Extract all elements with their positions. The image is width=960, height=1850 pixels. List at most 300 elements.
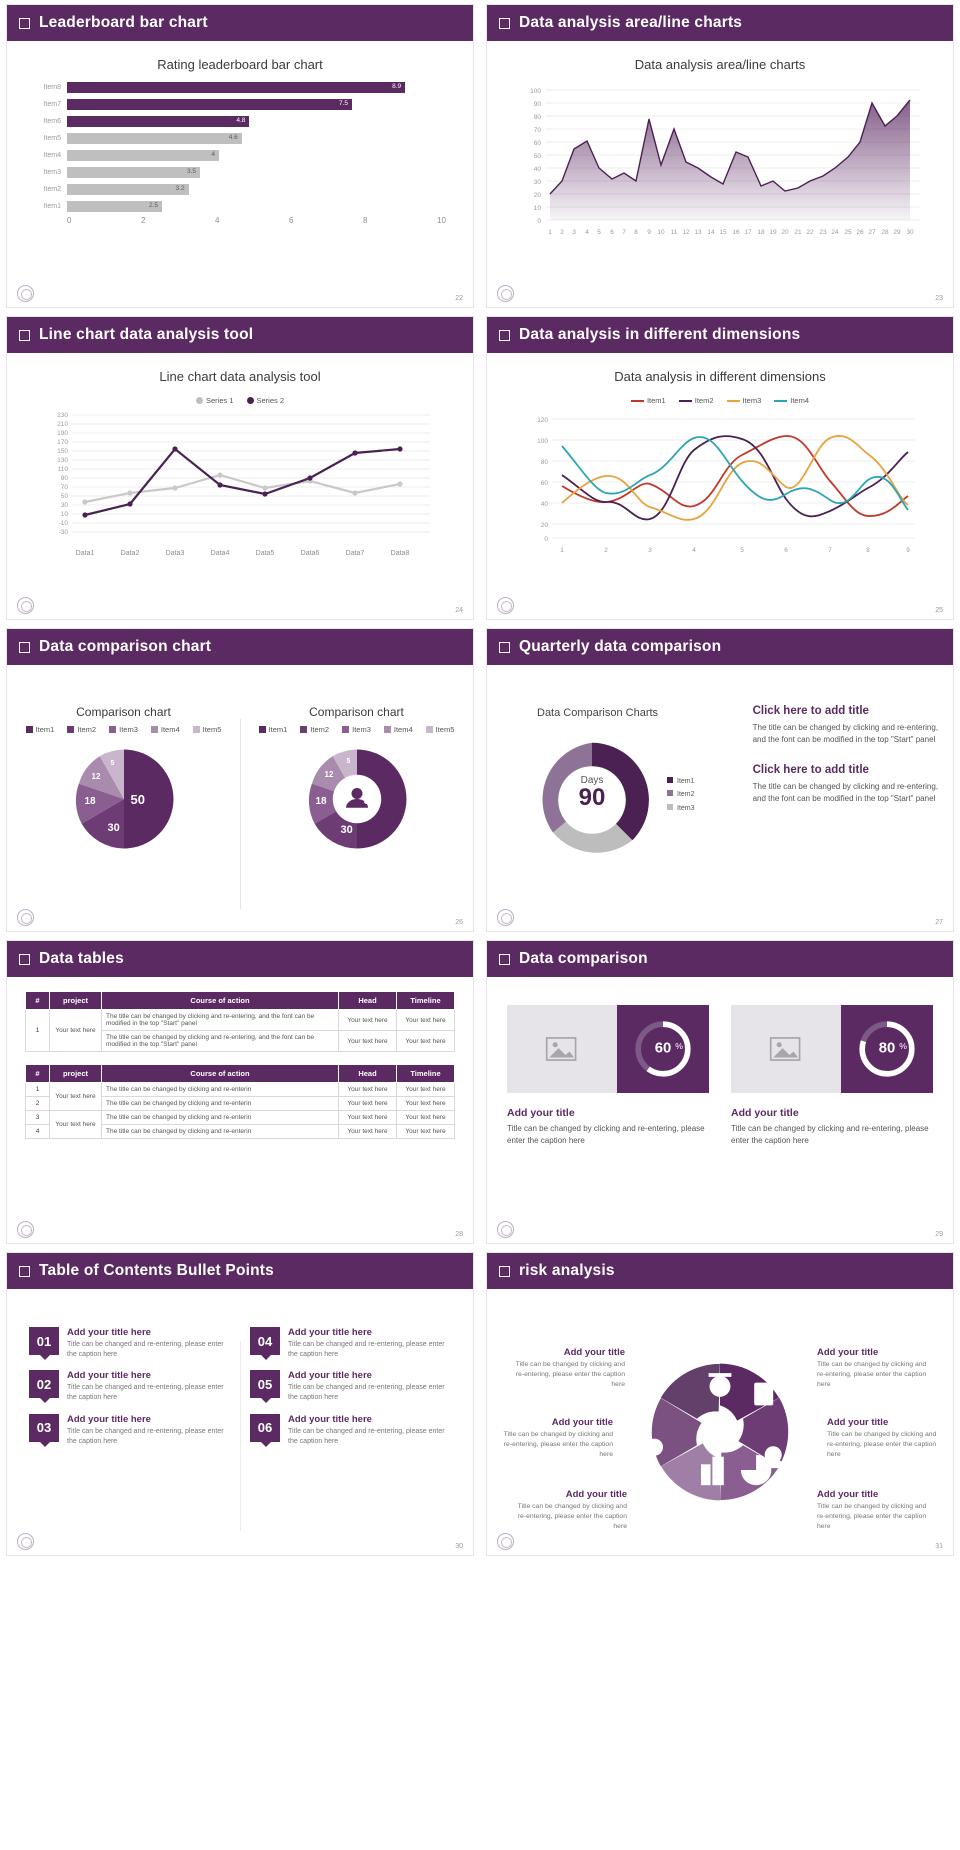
caption-title: Add your title	[507, 1107, 575, 1119]
svg-text:20: 20	[533, 192, 541, 199]
cell-timeline: Your text here	[397, 1125, 455, 1139]
square-bullet-icon	[499, 330, 510, 341]
label-title: Add your title	[551, 1417, 613, 1428]
svg-text:10: 10	[533, 205, 541, 212]
legend-label: Item4	[160, 725, 180, 734]
square-bullet-icon	[499, 18, 510, 29]
col-header: Course of action	[102, 992, 339, 1010]
bar-chart-x-axis	[67, 216, 447, 225]
slide-header	[7, 5, 473, 41]
bar-value-label: 4	[211, 151, 215, 158]
svg-text:14: 14	[707, 229, 715, 236]
svg-text:2: 2	[560, 229, 564, 236]
cell-head: Your text here	[339, 1083, 397, 1097]
svg-text:150: 150	[57, 448, 68, 455]
bar-category-label: Item5	[43, 135, 61, 142]
slide-title: Data analysis area/line charts	[519, 14, 743, 31]
bar-row	[33, 148, 447, 163]
slide-quarterly-data-comparison[interactable]	[486, 628, 954, 932]
bar-category-label: Item1	[43, 203, 61, 210]
footer-logo-icon	[497, 1221, 514, 1238]
slice-value: 18	[84, 796, 96, 807]
svg-text:9: 9	[906, 547, 910, 554]
svg-text:100: 100	[537, 438, 548, 445]
label-text: Title can be changed by clicking and re-entering, please enter the caption here	[817, 1503, 927, 1530]
label-text: Title can be changed by clicking and re-entering, please enter the caption here	[517, 1503, 627, 1530]
bar-value-label: 3.5	[186, 168, 196, 175]
svg-text:80: 80	[533, 114, 541, 121]
svg-text:6: 6	[784, 547, 788, 554]
slice-value: 12	[91, 772, 101, 781]
svg-text:60: 60	[533, 140, 541, 147]
square-bullet-icon	[499, 954, 510, 965]
footer-logo-icon	[497, 597, 514, 614]
chart-title: Rating leaderboard bar chart	[157, 57, 323, 72]
svg-text:11: 11	[670, 229, 678, 236]
image-icon	[545, 1035, 579, 1063]
svg-text:210: 210	[57, 421, 68, 428]
row-index: 1	[26, 1083, 50, 1097]
col-header: Head	[339, 1065, 397, 1083]
chart-legend	[487, 396, 953, 405]
slide-body	[7, 1289, 473, 1556]
caption-text: Title can be changed by clicking and re-entering, please enter the caption here	[507, 1124, 705, 1145]
toc-number: 01	[29, 1327, 59, 1355]
comparison-cards	[487, 977, 953, 1093]
slice-value: 5	[110, 760, 115, 767]
table-1-wrapper	[7, 977, 473, 1052]
bar-row	[33, 199, 447, 214]
image-placeholder	[731, 1005, 841, 1093]
slice-value: 30	[340, 824, 353, 836]
footer-logo-icon	[17, 597, 34, 614]
slice-value: 12	[324, 770, 334, 779]
risk-label	[495, 1417, 613, 1460]
legend-label: Item1	[677, 778, 695, 785]
slide-data-comparison[interactable]	[486, 940, 954, 1244]
chart-title: Comparison chart	[76, 705, 171, 719]
donut-legend	[667, 775, 695, 815]
svg-text:23: 23	[819, 229, 827, 236]
footer-logo-icon	[497, 909, 514, 926]
toc-title: Add your title here	[288, 1327, 372, 1338]
x-tick: 8	[363, 216, 368, 225]
donut-panel	[487, 665, 743, 932]
legend-label: Item5	[202, 725, 222, 734]
svg-text:20: 20	[540, 522, 548, 529]
data-table-2	[25, 1064, 455, 1139]
donut-center-label: Days	[580, 775, 604, 786]
bar-category-label: Item6	[43, 118, 61, 125]
slide-header	[487, 5, 953, 41]
pie-charts	[7, 665, 473, 854]
risk-label	[827, 1417, 945, 1460]
chart-legend	[7, 396, 473, 405]
toc-number: 04	[250, 1327, 280, 1355]
svg-text:21: 21	[794, 229, 802, 236]
page-number: 25	[935, 607, 943, 614]
col-header: project	[50, 992, 102, 1010]
risk-label	[817, 1347, 935, 1390]
toc-item[interactable]	[29, 1327, 230, 1360]
block-title: Click here to add title	[752, 764, 869, 776]
svg-text:6: 6	[610, 229, 614, 236]
slide-body	[487, 1289, 953, 1556]
legend-label: Series 2	[256, 396, 285, 405]
slide-body	[487, 665, 953, 932]
col-header: Timeline	[397, 992, 455, 1010]
area-chart	[487, 72, 953, 252]
svg-text:70: 70	[60, 484, 68, 491]
svg-text:18: 18	[757, 229, 765, 236]
bar-row	[33, 182, 447, 197]
label-title: Add your title	[565, 1489, 627, 1500]
svg-text:Data8: Data8	[390, 550, 410, 557]
legend-label: Item4	[393, 725, 413, 734]
bar-value-label: 7.5	[338, 100, 348, 107]
toc-text: Title can be changed and re-entering, please enter the caption here	[67, 1384, 224, 1402]
toc-number: 02	[29, 1370, 59, 1398]
table-header-row	[26, 992, 455, 1010]
bar-chart	[7, 72, 473, 225]
label-title: Add your title	[817, 1489, 879, 1500]
legend-label: Item1	[35, 725, 55, 734]
slide-title: Quarterly data comparison	[519, 638, 722, 655]
toc-number: 05	[250, 1370, 280, 1398]
slide-data-tables[interactable]	[6, 940, 474, 1244]
svg-text:50: 50	[533, 153, 541, 160]
pie-chart-left	[7, 691, 240, 854]
x-tick: 2	[141, 216, 146, 225]
footer-logo-icon	[17, 1533, 34, 1550]
label-title: Add your title	[563, 1347, 625, 1358]
svg-text:190: 190	[57, 430, 68, 437]
bar-row	[33, 97, 447, 112]
svg-text:90: 90	[533, 101, 541, 108]
svg-text:60: 60	[654, 1040, 672, 1057]
svg-text:Data5: Data5	[255, 550, 275, 557]
svg-text:4: 4	[585, 229, 589, 236]
multi-line-chart	[487, 405, 953, 565]
label-title: Add your title	[827, 1417, 889, 1428]
svg-text:-10: -10	[58, 520, 68, 527]
svg-text:100: 100	[530, 88, 541, 95]
image-placeholder	[507, 1005, 617, 1093]
svg-text:15: 15	[719, 229, 727, 236]
col-header: project	[50, 1065, 102, 1083]
svg-text:170: 170	[57, 439, 68, 446]
svg-text:Data4: Data4	[210, 550, 230, 557]
cell-head: Your text here	[339, 1125, 397, 1139]
svg-text:10: 10	[657, 229, 665, 236]
legend-label: Item2	[677, 791, 695, 799]
legend-item	[774, 396, 809, 405]
svg-text:0: 0	[544, 536, 548, 543]
cell-course: The title can be changed by clicking and re-enterin	[102, 1111, 339, 1125]
legend-item	[727, 396, 762, 405]
chart-title: Comparison chart	[309, 705, 404, 719]
cell-timeline: Your text here	[397, 1111, 455, 1125]
progress-ring-graphic	[856, 1018, 918, 1080]
pie-graphic	[69, 744, 179, 854]
svg-text:%: %	[675, 1041, 683, 1051]
slide-data-analysis-dimensions[interactable]	[486, 316, 954, 620]
toc-number: 03	[29, 1414, 59, 1442]
svg-text:13: 13	[694, 229, 702, 236]
slide-title: Data comparison chart	[39, 638, 212, 655]
table-2-wrapper	[7, 1052, 473, 1139]
svg-text:16: 16	[732, 229, 740, 236]
bar-row	[33, 165, 447, 180]
x-tick: 6	[289, 216, 294, 225]
svg-text:%: %	[899, 1041, 907, 1051]
svg-text:-30: -30	[58, 529, 68, 536]
toc-item[interactable]	[250, 1414, 451, 1447]
slide-header	[487, 941, 953, 977]
legend-label: Item1	[268, 725, 288, 734]
legend-item	[631, 396, 666, 405]
row-index: 1	[26, 1010, 50, 1052]
table-row[interactable]	[26, 1111, 455, 1125]
svg-text:26: 26	[856, 229, 864, 236]
page-number: 26	[455, 919, 463, 926]
square-bullet-icon	[19, 642, 30, 653]
page-number: 27	[935, 919, 943, 926]
chart-legend	[7, 725, 240, 734]
caption-text: Title can be changed by clicking and re-entering, please enter the caption here	[731, 1124, 929, 1145]
svg-text:22: 22	[806, 229, 814, 236]
risk-label	[507, 1347, 625, 1390]
svg-text:17: 17	[744, 229, 752, 236]
svg-text:40: 40	[533, 166, 541, 173]
legend-label: Series 1	[205, 396, 234, 405]
toc-text: Title can be changed and re-entering, please enter the caption here	[67, 1427, 224, 1445]
slide-title: Data tables	[39, 950, 124, 967]
svg-text:30: 30	[60, 502, 68, 509]
toc-item[interactable]	[250, 1370, 451, 1403]
toc-number: 06	[250, 1414, 280, 1442]
slide-risk-analysis[interactable]	[486, 1252, 954, 1556]
bar-row	[33, 80, 447, 95]
toc-item[interactable]	[29, 1414, 230, 1447]
svg-text:29: 29	[893, 229, 901, 236]
slide-body	[7, 353, 473, 620]
bar-value-label: 8.9	[392, 83, 402, 90]
svg-text:120: 120	[537, 417, 548, 424]
bar-value-label: 4.8	[236, 117, 246, 124]
slide-body	[487, 353, 953, 620]
slide-line-chart-tool[interactable]	[6, 316, 474, 620]
cell-head: Your text here	[339, 1010, 397, 1031]
page-number: 30	[455, 1543, 463, 1550]
bar-value-label: 2.5	[148, 202, 158, 209]
pie-chart-right	[240, 691, 473, 854]
page-number: 29	[935, 1231, 943, 1238]
svg-text:3: 3	[648, 547, 652, 554]
cell-course: The title can be changed by clicking and re-entering, and the font can be modified in the top "Start" panel	[102, 1031, 339, 1052]
table-row[interactable]	[26, 1083, 455, 1097]
bar-value-label: 4.6	[228, 134, 238, 141]
divider	[240, 1341, 241, 1531]
svg-text:40: 40	[540, 501, 548, 508]
toc-text: Title can be changed and re-entering, please enter the caption here	[288, 1427, 445, 1445]
comparison-card[interactable]	[507, 1005, 709, 1093]
svg-text:19: 19	[769, 229, 777, 236]
svg-text:28: 28	[881, 229, 889, 236]
label-text: Title can be changed by clicking and re-entering, please enter the caption here	[817, 1361, 927, 1388]
legend-label: Item2	[310, 725, 330, 734]
caption-title: Add your title	[731, 1107, 799, 1119]
page-number: 22	[455, 295, 463, 302]
slide-table-of-contents[interactable]	[6, 1252, 474, 1556]
percent-ring	[841, 1005, 933, 1093]
chart-title: Data analysis area/line charts	[634, 57, 806, 72]
table-row[interactable]	[26, 1010, 455, 1031]
card-caption	[507, 1093, 709, 1147]
slide-header	[487, 629, 953, 665]
chart-caption: Data Comparison Charts	[537, 707, 659, 719]
footer-logo-icon	[497, 1533, 514, 1550]
pinwheel-diagram	[625, 1337, 815, 1527]
square-bullet-icon	[19, 18, 30, 29]
chart-title: Data analysis in different dimensions	[614, 369, 826, 384]
svg-text:Data3: Data3	[165, 550, 185, 557]
x-tick: 0	[67, 216, 72, 225]
slide-data-analysis-area-line[interactable]	[486, 4, 954, 308]
text-panel	[753, 705, 939, 823]
slice-value: 18	[315, 796, 327, 807]
svg-text:20: 20	[781, 229, 789, 236]
col-header: #	[26, 992, 50, 1010]
card-caption	[731, 1093, 933, 1147]
svg-text:230: 230	[57, 412, 68, 419]
label-title: Add your title	[817, 1347, 879, 1358]
svg-text:70: 70	[533, 127, 541, 134]
label-text: Title can be changed by clicking and re-entering, please enter the caption here	[503, 1431, 613, 1458]
block-title: Click here to add title	[752, 705, 869, 717]
block-text: The title can be changed by clicking and re-entering, and the font can be modified in the top "Start" panel	[752, 782, 939, 803]
svg-text:5: 5	[597, 229, 601, 236]
cell-project: Your text here	[50, 1083, 102, 1111]
legend-label: Item2	[694, 396, 714, 405]
legend-label: Item2	[77, 725, 97, 734]
svg-text:110: 110	[57, 466, 68, 473]
legend-label: Item3	[677, 804, 695, 812]
toc-title: Add your title here	[288, 1370, 372, 1382]
square-bullet-icon	[19, 330, 30, 341]
slice-value: 30	[107, 822, 120, 834]
label-text: Title can be changed by clicking and re-entering, please enter the caption here	[827, 1431, 937, 1458]
slide-title: Data analysis in different dimensions	[519, 326, 801, 343]
chart-legend	[240, 725, 473, 734]
page-number: 31	[935, 1543, 943, 1550]
toc-title: Add your title here	[288, 1413, 372, 1425]
slide-header	[7, 317, 473, 353]
cell-course: The title can be changed by clicking and re-enterin	[102, 1125, 339, 1139]
svg-text:1: 1	[560, 547, 564, 554]
slide-header	[487, 1253, 953, 1289]
toc-title: Add your title here	[67, 1413, 151, 1425]
data-table-1	[25, 991, 455, 1052]
cell-course: The title can be changed by clicking and re-enterin	[102, 1097, 339, 1111]
image-icon	[769, 1035, 803, 1063]
svg-text:0: 0	[537, 218, 541, 225]
legend-item	[247, 396, 285, 405]
bar-category-label: Item2	[43, 186, 61, 193]
slide-data-comparison-chart[interactable]	[6, 628, 474, 932]
svg-text:80: 80	[878, 1040, 896, 1057]
svg-text:50: 50	[60, 493, 68, 500]
bar-value-label: 3.2	[175, 185, 185, 192]
svg-text:60: 60	[540, 480, 548, 487]
svg-text:80: 80	[540, 459, 548, 466]
block-text: The title can be changed by clicking and re-entering, and the font can be modified in the top "Start" panel	[752, 723, 939, 744]
toc-text: Title can be changed and re-entering, please enter the caption here	[288, 1384, 445, 1402]
comparison-card[interactable]	[731, 1005, 933, 1093]
footer-logo-icon	[17, 1221, 34, 1238]
footer-logo-icon	[497, 285, 514, 302]
svg-text:30: 30	[906, 229, 914, 236]
chart-title: Line chart data analysis tool	[159, 369, 321, 384]
cell-head: Your text here	[339, 1111, 397, 1125]
svg-text:8: 8	[634, 229, 638, 236]
slice-value: 50	[130, 792, 145, 807]
svg-text:24: 24	[831, 229, 839, 236]
svg-text:7: 7	[622, 229, 626, 236]
toc-item[interactable]	[29, 1370, 230, 1403]
bar-row	[33, 114, 447, 129]
footer-logo-icon	[17, 285, 34, 302]
legend-label: Item3	[119, 725, 138, 734]
slide-body	[487, 977, 953, 1244]
cell-timeline: Your text here	[397, 1097, 455, 1111]
page-number: 24	[455, 607, 463, 614]
bar-category-label: Item4	[43, 152, 61, 159]
cell-timeline: Your text here	[397, 1010, 455, 1031]
slide-header	[7, 629, 473, 665]
legend-item	[679, 396, 714, 405]
slide-header	[7, 941, 473, 977]
x-tick: 10	[437, 216, 446, 225]
bar-category-label: Item3	[43, 169, 61, 176]
slide-title: Line chart data analysis tool	[39, 326, 254, 343]
page-number: 28	[455, 1231, 463, 1238]
square-bullet-icon	[499, 1266, 510, 1277]
line-chart	[7, 405, 473, 565]
svg-text:8: 8	[866, 547, 870, 554]
x-tick: 4	[215, 216, 220, 225]
legend-label: Item3	[742, 396, 762, 405]
cell-head: Your text here	[339, 1097, 397, 1111]
svg-text:Data1: Data1	[75, 550, 95, 557]
square-bullet-icon	[19, 954, 30, 965]
toc-item[interactable]	[250, 1327, 451, 1360]
cell-head: Your text here	[339, 1031, 397, 1052]
cell-project: Your text here	[50, 1010, 102, 1052]
slide-title: Table of Contents Bullet Points	[39, 1262, 274, 1279]
slide-title: risk analysis	[519, 1262, 615, 1279]
bar-row	[33, 131, 447, 146]
risk-label	[817, 1489, 935, 1532]
bar-category-label: Item8	[43, 84, 61, 91]
slide-leaderboard-bar-chart[interactable]	[6, 4, 474, 308]
cell-timeline: Your text here	[397, 1083, 455, 1097]
toc-text: Title can be changed and re-entering, please enter the caption here	[67, 1341, 224, 1359]
bar-category-label: Item7	[43, 101, 61, 108]
toc-title: Add your title here	[67, 1370, 151, 1382]
footer-logo-icon	[17, 909, 34, 926]
svg-text:25: 25	[844, 229, 852, 236]
